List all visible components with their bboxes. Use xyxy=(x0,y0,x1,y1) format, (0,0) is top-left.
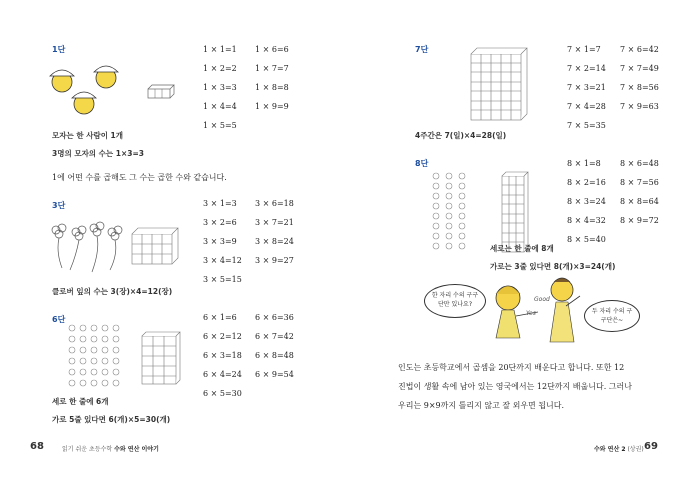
dots-and-tower-illustration xyxy=(430,170,540,254)
right-page xyxy=(350,0,700,480)
equation: 1 × 8=8 xyxy=(255,83,289,92)
equation: 1 × 9=9 xyxy=(255,102,289,111)
table-6-col1 xyxy=(203,308,242,403)
section-7-title: 7단 xyxy=(415,45,429,54)
dot xyxy=(69,347,75,353)
dot xyxy=(459,213,465,219)
equation: 1 × 6=6 xyxy=(255,45,289,54)
single-block-illustration xyxy=(145,84,175,100)
dot xyxy=(91,336,97,342)
dot xyxy=(433,233,439,239)
equation: 6 × 7=42 xyxy=(255,332,294,341)
running-title-left xyxy=(62,444,159,453)
dot xyxy=(459,183,465,189)
equation: 7 × 5=35 xyxy=(567,121,606,130)
dot xyxy=(102,336,108,342)
dot xyxy=(433,173,439,179)
paragraph-line: 우리는 9×9까지 틀리지 않고 잘 외우면 됩니다. xyxy=(398,401,565,410)
section-8-caption-1: 세로는 한 줄에 8개 xyxy=(490,244,554,253)
section-6-title: 6단 xyxy=(52,315,66,324)
equation: 6 × 5=30 xyxy=(203,389,242,398)
paragraph-line: 인도는 초등학교에서 곱셈을 20단까지 배운다고 합니다. 또한 12 xyxy=(398,363,625,372)
equation: 1 × 4=4 xyxy=(203,102,237,111)
paragraph-line: 진법이 생활 속에 남아 있는 영국에서는 12단까지 배웁니다. 그러나 xyxy=(398,382,632,391)
equation: 6 × 2=12 xyxy=(203,332,242,341)
equation: 8 × 4=32 xyxy=(567,216,606,225)
equation: 1 × 1=1 xyxy=(203,45,237,54)
dot xyxy=(446,213,452,219)
dot xyxy=(459,233,465,239)
dot xyxy=(433,203,439,209)
table-1-col1 xyxy=(203,40,237,135)
clover-and-blocks-illustration xyxy=(46,220,181,275)
dot xyxy=(459,173,465,179)
running-title-sub: (상권) xyxy=(627,446,644,453)
equation: 3 × 9=27 xyxy=(255,256,294,265)
dot xyxy=(446,193,452,199)
section-6-caption-1: 세로 한 줄에 6개 xyxy=(52,397,109,406)
equation: 8 × 1=8 xyxy=(567,159,601,168)
equation: 1 × 3=3 xyxy=(203,83,237,92)
dot xyxy=(80,325,86,331)
dot xyxy=(433,193,439,199)
dot xyxy=(459,243,465,249)
section-1-caption-1: 모자는 한 사람이 1개 xyxy=(52,131,124,140)
dot xyxy=(433,243,439,249)
closing-paragraph xyxy=(398,358,698,415)
dot xyxy=(69,358,75,364)
equation: 3 × 1=3 xyxy=(203,199,237,208)
equation: 6 × 1=6 xyxy=(203,313,237,322)
equation: 6 × 9=54 xyxy=(255,370,294,379)
equation: 1 × 5=5 xyxy=(203,121,237,130)
section-7-caption: 4주간은 7(일)×4=28(일) xyxy=(415,131,507,140)
dot xyxy=(433,213,439,219)
equation: 8 × 6=48 xyxy=(620,159,659,168)
dot xyxy=(91,369,97,375)
equation: 8 × 9=72 xyxy=(620,216,659,225)
dot xyxy=(113,336,119,342)
dot xyxy=(91,358,97,364)
hats-illustration xyxy=(46,60,131,120)
dot xyxy=(91,380,97,386)
speech-bubble-left xyxy=(424,284,486,318)
cartoon-scribble-2: Good xyxy=(534,296,550,303)
dot xyxy=(102,347,108,353)
section-3-caption: 클로버 잎의 수는 3(장)×4=12(장) xyxy=(52,287,173,296)
dot xyxy=(446,173,452,179)
equation: 8 × 7=56 xyxy=(620,178,659,187)
dot xyxy=(91,325,97,331)
section-8-title: 8단 xyxy=(415,159,429,168)
section-3-title: 3단 xyxy=(52,201,66,210)
dot xyxy=(446,183,452,189)
page-number-right: 69 xyxy=(644,441,658,452)
equation: 8 × 5=40 xyxy=(567,235,606,244)
equation: 7 × 6=42 xyxy=(620,45,659,54)
equation: 3 × 3=9 xyxy=(203,237,237,246)
dot xyxy=(102,358,108,364)
table-7-col2 xyxy=(620,40,659,116)
equation: 7 × 1=7 xyxy=(567,45,601,54)
equation: 7 × 9=63 xyxy=(620,102,659,111)
dot xyxy=(446,203,452,209)
equation: 8 × 3=24 xyxy=(567,197,606,206)
equation: 6 × 8=48 xyxy=(255,351,294,360)
dot xyxy=(102,380,108,386)
speech-bubble-left-text: 한 자리 수의 구구단만 있나요? xyxy=(431,292,479,308)
running-title-right xyxy=(594,444,644,453)
running-title-text: 수와 연산 2 xyxy=(594,446,626,453)
section-8-caption-2: 가로는 3줄 있다면 8(개)×3=24(개) xyxy=(490,262,616,271)
speech-bubble-right-text: 두 자리 수의 구구단은~ xyxy=(591,308,633,324)
equation: 7 × 7=49 xyxy=(620,64,659,73)
dot xyxy=(69,325,75,331)
equation: 6 × 3=18 xyxy=(203,351,242,360)
equation: 7 × 2=14 xyxy=(567,64,606,73)
dot xyxy=(459,223,465,229)
running-title-bold: 수와 연산 이야기 xyxy=(114,446,159,453)
dot xyxy=(80,347,86,353)
table-6-col2 xyxy=(255,308,294,384)
running-title-text: 읽기 쉬운 초등수학 xyxy=(62,446,113,453)
table-3-col1 xyxy=(203,194,242,289)
equation: 6 × 4=24 xyxy=(203,370,242,379)
dot xyxy=(446,223,452,229)
dot xyxy=(102,369,108,375)
equation: 7 × 8=56 xyxy=(620,83,659,92)
dot xyxy=(459,203,465,209)
equation: 7 × 3=21 xyxy=(567,83,606,92)
dot xyxy=(69,336,75,342)
equation: 7 × 4=28 xyxy=(567,102,606,111)
section-1-caption-2: 3명의 모자의 수는 1×3=3 xyxy=(52,149,144,158)
dot xyxy=(113,380,119,386)
dot xyxy=(446,243,452,249)
dot xyxy=(459,193,465,199)
table-3-col2 xyxy=(255,194,294,270)
dot xyxy=(69,369,75,375)
dot xyxy=(80,380,86,386)
section-6-caption-2: 가로 5줄 있다면 6(개)×5=30(개) xyxy=(52,415,171,424)
dot xyxy=(113,369,119,375)
equation: 6 × 6=36 xyxy=(255,313,294,322)
equation: 3 × 7=21 xyxy=(255,218,294,227)
page-number-left: 68 xyxy=(30,441,44,452)
equation: 1 × 2=2 xyxy=(203,64,237,73)
dot xyxy=(446,233,452,239)
section-1-title: 1단 xyxy=(52,45,66,54)
dot xyxy=(80,369,86,375)
dot xyxy=(433,223,439,229)
dot xyxy=(102,325,108,331)
dot xyxy=(91,347,97,353)
equation: 3 × 4=12 xyxy=(203,256,242,265)
cartoon-scribble: Yes xyxy=(526,310,536,317)
equation: 3 × 8=24 xyxy=(255,237,294,246)
equation: 3 × 6=18 xyxy=(255,199,294,208)
equation: 1 × 7=7 xyxy=(255,64,289,73)
dot xyxy=(69,380,75,386)
dot xyxy=(80,358,86,364)
section-1-note: 1에 어떤 수를 곱해도 그 수는 곱한 수와 같습니다. xyxy=(52,173,227,182)
dot xyxy=(113,325,119,331)
dots-and-blocks-illustration xyxy=(66,322,186,392)
table-8-col1 xyxy=(567,154,606,249)
equation: 3 × 5=15 xyxy=(203,275,242,284)
dot xyxy=(80,336,86,342)
table-8-col2 xyxy=(620,154,659,230)
equation: 8 × 8=64 xyxy=(620,197,659,206)
dot xyxy=(433,183,439,189)
tall-blocks-illustration xyxy=(465,46,535,124)
table-1-col2 xyxy=(255,40,289,116)
dot xyxy=(113,358,119,364)
equation: 8 × 2=16 xyxy=(567,178,606,187)
speech-bubble-right xyxy=(584,300,640,332)
dot xyxy=(113,347,119,353)
table-7-col1 xyxy=(567,40,606,135)
equation: 3 × 2=6 xyxy=(203,218,237,227)
